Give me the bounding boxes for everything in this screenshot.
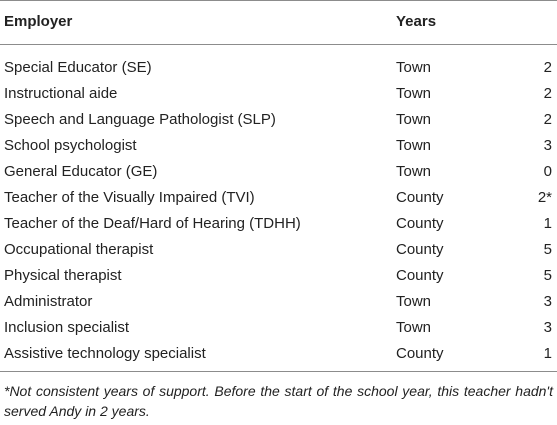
cell-employer: County	[396, 241, 444, 258]
cell-years: 2*	[537, 189, 552, 206]
header-role: Employer	[4, 13, 73, 30]
cell-years: 1	[543, 215, 552, 232]
cell-role: Special Educator (SE)	[4, 59, 152, 76]
table-row	[0, 82, 557, 108]
table-row	[0, 56, 557, 82]
cell-years: 3	[543, 293, 552, 310]
table-row	[0, 264, 557, 290]
cell-employer: County	[396, 345, 444, 362]
table-bottom-rule	[0, 371, 557, 372]
table-row	[0, 186, 557, 212]
cell-years: 0	[543, 163, 552, 180]
table-row	[0, 108, 557, 134]
cell-role: Inclusion specialist	[4, 319, 130, 336]
cell-role: School psychologist	[4, 137, 137, 154]
cell-role: Teacher of the Deaf/Hard of Hearing (TDHH)	[4, 215, 301, 232]
table-row	[0, 290, 557, 316]
cell-employer: Town	[396, 163, 432, 180]
cell-employer: Town	[396, 85, 432, 102]
cell-employer: Town	[396, 319, 432, 336]
cell-employer: Town	[396, 137, 432, 154]
cell-role: Physical therapist	[4, 267, 122, 284]
table-header-row	[0, 0, 557, 44]
cell-years: 3	[543, 137, 552, 154]
cell-employer: County	[396, 267, 444, 284]
cell-role: Instructional aide	[4, 85, 118, 102]
table-row	[0, 160, 557, 186]
cell-employer: County	[396, 189, 444, 206]
cell-role: Speech and Language Pathologist (SLP)	[4, 111, 276, 128]
cell-employer: Town	[396, 293, 432, 310]
cell-years: 2	[543, 111, 552, 128]
table-row	[0, 212, 557, 238]
cell-employer: Town	[396, 59, 432, 76]
cell-role: General Educator (GE)	[4, 163, 158, 180]
cell-years: 2	[543, 59, 552, 76]
cell-years: 3	[543, 319, 552, 336]
cell-employer: Town	[396, 111, 432, 128]
table-header-rule	[0, 44, 557, 45]
cell-years: 5	[543, 267, 552, 284]
table-row	[0, 134, 557, 160]
table-row	[0, 238, 557, 264]
cell-employer: County	[396, 215, 444, 232]
cell-years: 2	[543, 85, 552, 102]
table-body	[0, 56, 557, 368]
cell-role: Assistive technology specialist	[4, 345, 206, 362]
cell-role: Occupational therapist	[4, 241, 154, 258]
cell-years: 5	[543, 241, 552, 258]
cell-role: Teacher of the Visually Impaired (TVI)	[4, 189, 255, 206]
table-row	[0, 316, 557, 342]
table-row	[0, 342, 557, 368]
cell-years: 1	[543, 345, 552, 362]
header-employer: Years	[396, 13, 437, 30]
cell-role: Administrator	[4, 293, 93, 310]
table-footnote: *Not consistent years of support. Before the start of the school year, this teacher hadn't served Andy in 2 years.	[4, 383, 553, 419]
